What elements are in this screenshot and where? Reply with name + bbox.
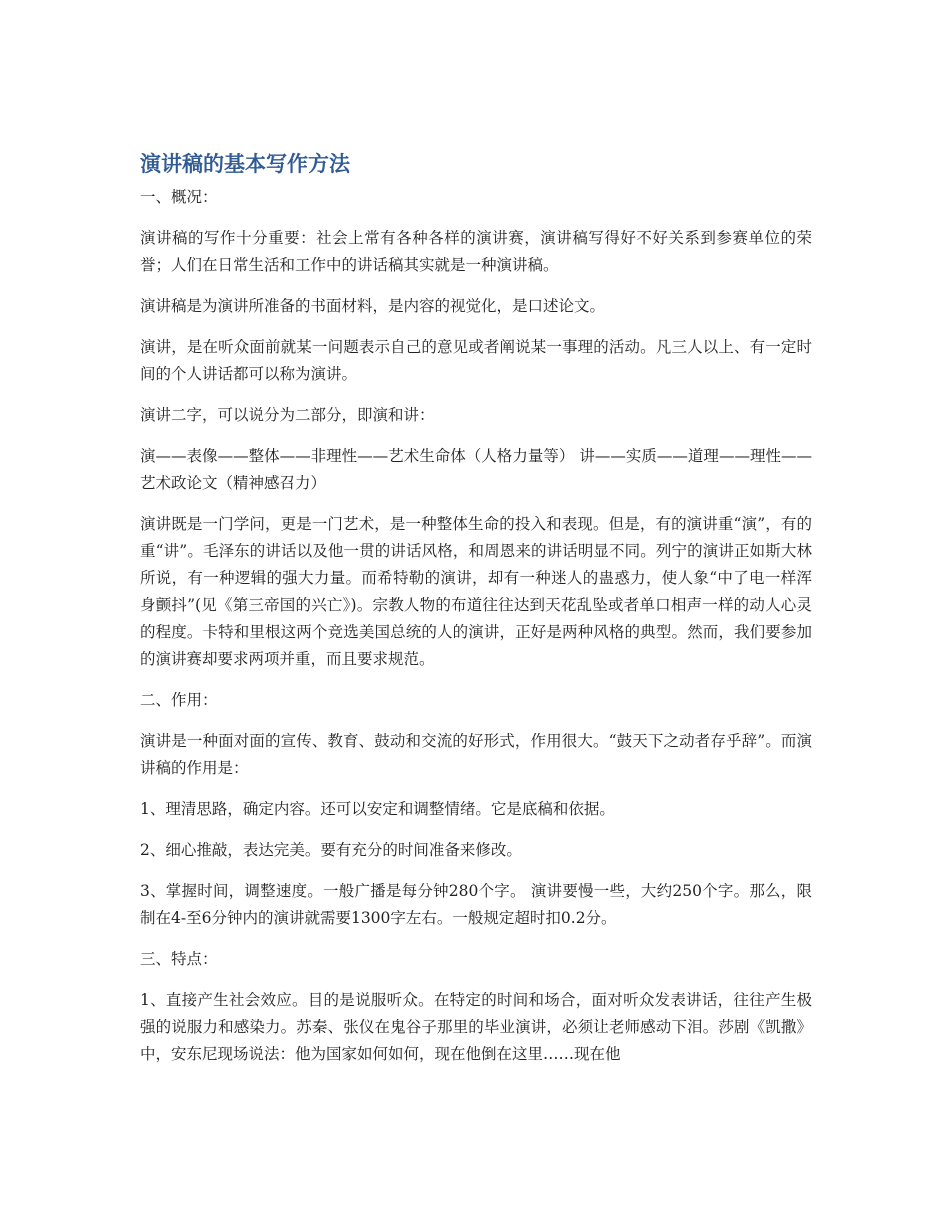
section-heading-overview: 一、概况： xyxy=(140,188,218,206)
list-item: 1、理清思路，确定内容。还可以安定和调整情绪。它是底稿和依据。 xyxy=(140,800,615,818)
list-item: 2、细心推敲，表达完美。要有充分的时间准备来修改。 xyxy=(140,841,522,859)
paragraph: 演讲二字，可以说分为二部分，即演和讲： xyxy=(140,406,435,424)
paragraph: 演讲是一种面对面的宣传、教育、鼓动和交流的好形式，作用很大。“鼓天下之动者存乎辞”。而演讲稿的作用是： xyxy=(140,732,812,777)
paragraph: 演——表像——整体——非理性——艺术生命体（人格力量等） 讲——实质——道理——理性——艺术政论文（精神感召力） xyxy=(140,447,812,492)
paragraph: 演讲稿是为演讲所准备的书面材料，是内容的视觉化，是口述论文。 xyxy=(140,297,606,315)
paragraph: 演讲既是一门学问，更是一门艺术，是一种整体生命的投入和表现。但是，有的演讲重“演”，有的重“讲”。毛泽东的讲话以及他一贯的讲话风格，和周恩来的讲话明显不同。列宁的演讲正如斯大林所说，有一种逻辑的强大力量。而希特勒的演讲，却有一种迷人的蛊惑力，使人象“中了电一样浑身颤抖”(见《第三帝国的兴亡》)。宗教人物的布道往往达到天花乱坠或者单口相声一样的动人心灵的程度。卡特和里根这两个竞选美国总统的人的演讲，正好是两种风格的典型。然而，我们要参加的演讲赛却要求两项并重，而且要求规范。 xyxy=(140,515,812,668)
list-item: 3、掌握时间，调整速度。一般广播是每分钟280个字。 演讲要慢一些，大约250个字。那么，限制在4-至6分钟内的演讲就需要1300字左右。一般规定超时扣0.2分。 xyxy=(140,882,812,927)
paragraph: 演讲稿的写作十分重要：社会上常有各种各样的演讲赛，演讲稿写得好不好关系到参赛单位的荣誉；人们在日常生活和工作中的讲话稿其实就是一种演讲稿。 xyxy=(140,229,812,274)
document-title: 演讲稿的基本写作方法 xyxy=(140,152,350,176)
list-item: 1、直接产生社会效应。目的是说服听众。在特定的时间和场合，面对听众发表讲话，往往产生极强的说服力和感染力。苏秦、张仪在鬼谷子那里的毕业演讲，必须让老师感动下泪。莎剧《凯撒》中，安东尼现场说法：他为国家如何如何，现在他倒在这里……现在他 xyxy=(140,991,812,1063)
paragraph: 演讲，是在听众面前就某一问题表示自己的意见或者阐说某一事理的活动。凡三人以上、有一定时间的个人讲话都可以称为演讲。 xyxy=(140,338,812,383)
section-heading-features: 三、特点： xyxy=(140,950,218,968)
document-page xyxy=(140,148,812,1082)
section-heading-function: 二、作用： xyxy=(140,691,218,709)
